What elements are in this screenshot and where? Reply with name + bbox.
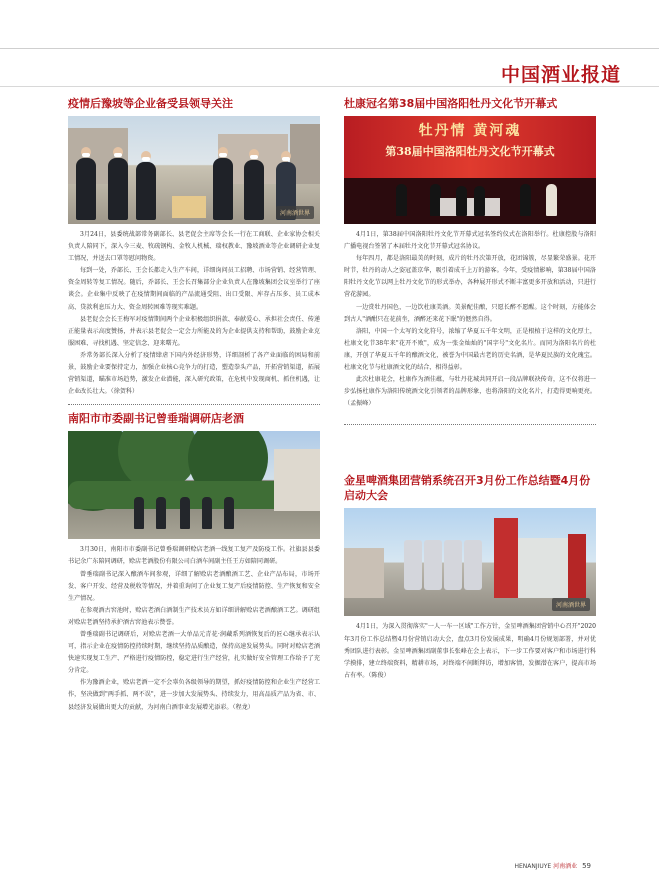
right-column	[344, 96, 596, 682]
watermark-logo: 河南酒世界	[552, 598, 590, 611]
header-rule-lower	[0, 86, 659, 87]
magazine-name: HENANJIUYE	[514, 863, 552, 870]
paragraph: 曾垂瑞副书记深入酿酒车间参观，详细了解赊店老酒酿酒工艺、企业产品布局，市场开发、客户开发、经营及税收等情况，并着重询问了企业复工复产后疫情防控、生产恢复和安全生产情况。	[68, 570, 320, 602]
paragraph: 一边赏牡丹国色，一边饮杜康美酒。美景配佳酿，只愿长醉不愿醒。这个时刻，方能体会到古人"酒酣只在花前坐，酒醉还来花下眠"的惬然自得。	[344, 303, 596, 323]
magazine-tag: 河南酒业	[553, 863, 578, 870]
paragraph: 曾垂瑞副书记调研后，对赊店老酒一大单品元青花·润藏系列酒恢复后的匠心继承表示认可，指示企业在疫情防控持续时期，继续坚持品质酿造，保持高速发展势头。同时对赊店老酒快速实现复工生产、严格进行疫情防控，稳定进行生产经营，扎实做好安全管理工作给予了充分肯定。	[68, 630, 320, 675]
paragraph: 3月30日，南阳市市委副书记曾垂瑞调研赊店老酒一线复工复产及防疫工作。社旗县县委书记余广东陪同调研，赊店老酒股份有限公司白酒车间副主任王方如陪同调研。	[68, 546, 320, 566]
section-title: 中国酒业报道	[500, 64, 621, 86]
paragraph: 4月1日，为深入贯彻落实"一人一车一区域"工作方针，金星啤酒集团营销中心召开"2020年3月份工作总结暨4月份营销启动大会，盘点3月份发展成果，明确4月份规划部署，并对优秀团队进行表彰。金星啤酒集团副董事长张峰在会上表示，下一步工作要对客户和市场进行科学摸排，建立终端资料，精耕市场，对终端不间断拜访，增加客情，发掘潜在客户，提高市场占有率。（陈俊）	[344, 623, 596, 679]
watermark-logo: 河南酒世界	[276, 206, 314, 219]
paragraph: 作为豫酒企业，赊店老酒一定不会辜负各级领导的期望，抓好疫情防控和企业生产经营工作，坚决做到"两手抓、两不误"，进一步加大发展势头、持续发力，用高品质产品为省、市、县经济发展做出更大的贡献，为河南白酒事业发展增光添彩。（程龙）	[68, 679, 320, 711]
paragraph: 4月1日，第38届中国洛阳牡丹文化节开幕式冠名签约仪式在洛阳举行。杜康控股与洛阳广播电视台签署了本届牡丹文化节开幕式冠名协议。	[344, 231, 596, 251]
photo-brewery	[344, 508, 596, 616]
paragraph: 县老促会会长王梅军对疫情期间两个企业积极组织捐款、奉献爱心、承担社会责任、传递正能量表示高度赞扬，并表示县老促会一定会力所能及的为企业提供支持和帮助，鼓励企业克服困难、寻找机遇、坚定信念、迎来曙光。	[68, 315, 320, 347]
spacer	[344, 431, 596, 473]
header-rule	[0, 48, 659, 49]
photo-inspection-walk	[68, 431, 320, 539]
article-headline: 疫情后豫坡等企业备受县领导关注	[68, 97, 233, 110]
paragraph: 洛阳，中国一个太写的文化符号，浓缩了华夏五千年文明，正是根植于这样的文化厚土，杜康文化节38年来"花开不败"，成为一张金灿灿的"国字号"文化名片。而同为洛阳名片的杜康，开创了华夏五千年的酿酒文化，被誉为中国最古老的历史名酒，是华夏民族的文化瑰宝。杜康文化节与杜康酒文化的结合，相得益彰。	[344, 327, 596, 372]
dotted-divider	[344, 424, 596, 425]
photo-peony-festival-stage	[344, 116, 596, 224]
page-footer	[514, 861, 591, 870]
photo-officials-visit	[68, 116, 320, 224]
banner-title: 牡丹情 黄河魂	[418, 123, 522, 139]
article-headline: 金星啤酒集团营销系统召开3月份工作总结暨4月份启动大会	[344, 474, 591, 503]
paragraph: 每年四月，都是洛阳最美的时刻，成片的牡丹次第开放，花团锦簇，尽显繁荣盛景。花开时节，牡丹的动人之姿冠盖京华，吸引着成千上万的游客。今年，受疫情影响，第38届中国洛阳牡丹文化节以网上牡丹文化节的形式举办，各种展开形式不断丰富更多开放和活动，只进行营花游园。	[344, 255, 596, 299]
banner-subtitle: 第38届中国洛阳牡丹文化节开幕式	[385, 145, 555, 158]
paragraph: 每到一处，乔部长、王会长都走入生产车间，详细询问员工招聘、市场营销、经营管理、资金周转等复工情况。随后，乔部长、王会长召集部分企业负责人在豫坡集团会议室举行了座谈会。企业集中反映了在疫情期间面临的产品流通受阻、出口受限、库存占压多、员工成本高、贷款利息压力大、资金周转困难等现实难题。	[68, 267, 320, 311]
dotted-divider	[68, 404, 320, 405]
article-headline: 杜康冠名第38届中国洛阳牡丹文化节开幕式	[344, 97, 558, 110]
paragraph: 在参观酒古窖池时，赊店老酒白酒制生产技术员方如详细讲解赊店老酒酿酒工艺。调研组对赊店老酒坚持承护酒古窖池表示赞誉。	[68, 606, 320, 626]
paragraph: 3月24日，县委统战部常务副部长、县老促会主席等会长一行在工商联、企业家协会相关负责人陪同下，深入今三麦、牧疏钢构、金牧人机械、瑞权教业、豫坡酒业等企业调研企业复工情况，并送去口罩等慰问物资。	[68, 231, 320, 263]
paragraph: 此次杜康花会，杜康作为酒佳蕴，与牡丹花城共同开启一段品牌联袂传奇，这不仅将进一步弘扬杜康作为洛阳传统酒文化引领者的品牌形象，也将洛阳的文化名片，打造得更响更亮。（孟振峰）	[344, 376, 596, 408]
paragraph: 乔常务部长深入分析了疫情肆虐下国内外经济形势，详细剖析了各产业面临的困局和前景，鼓励企业要保持定力，加强企业核心竞争力的打造，塑造拳头产品，开拓营销渠道，拓展营销渠道，瞄准市场趋势，激发企业潜能，深入研究政策，在危机中发现商机、抓住机遇，让企业改长壮大。（徐贺科）	[68, 351, 320, 396]
page-number: 59	[582, 862, 591, 870]
article-headline: 南阳市市委副书记曾垂瑞调研店老酒	[68, 412, 244, 426]
left-column	[68, 96, 320, 714]
